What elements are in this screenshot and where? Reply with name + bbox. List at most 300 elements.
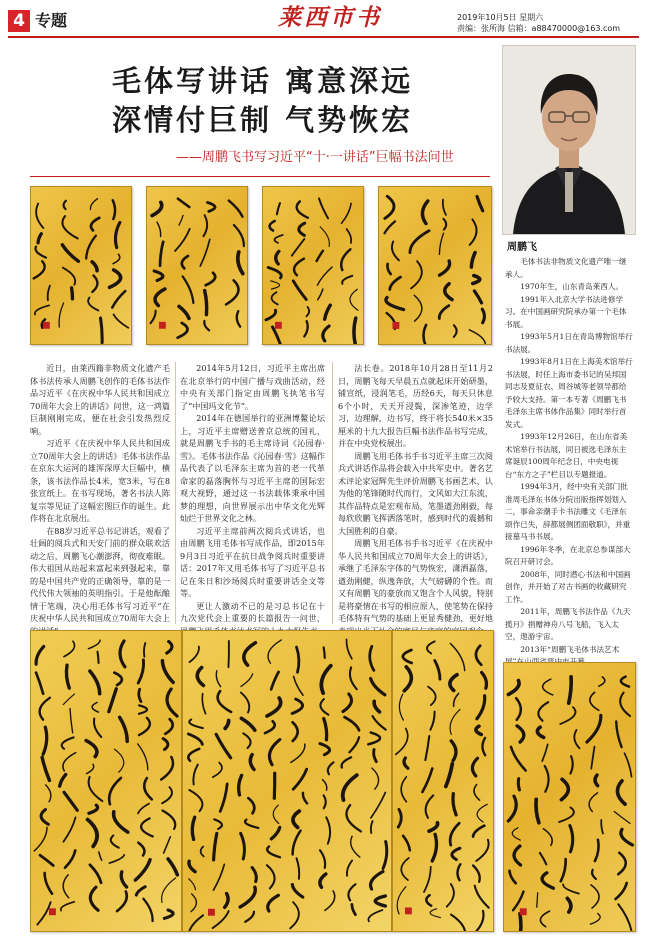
brush-stroke xyxy=(271,281,280,289)
brush-stroke xyxy=(144,643,145,657)
brush-stroke xyxy=(88,297,98,310)
brush-stroke xyxy=(120,641,125,667)
brush-stroke xyxy=(599,677,605,686)
brush-stroke xyxy=(63,753,76,771)
brush-stroke xyxy=(482,672,487,688)
brush-stroke xyxy=(343,775,357,800)
brush-stroke xyxy=(204,321,209,331)
brush-stroke xyxy=(234,225,244,246)
brush-stroke xyxy=(41,810,48,825)
brush-stroke xyxy=(473,826,484,837)
brush-stroke xyxy=(120,717,128,741)
brush-stroke xyxy=(383,842,387,869)
brush-stroke xyxy=(292,239,305,256)
brush-stroke xyxy=(542,873,553,888)
brush-stroke xyxy=(154,271,163,281)
brush-stroke xyxy=(427,641,435,653)
brush-stroke xyxy=(511,747,526,771)
brush-stroke xyxy=(225,720,228,728)
brush-stroke xyxy=(91,218,99,231)
brush-stroke xyxy=(447,884,454,907)
brush-stroke xyxy=(414,295,422,321)
brush-stroke xyxy=(273,327,284,344)
brush-stroke xyxy=(272,292,278,304)
brush-stroke xyxy=(543,829,552,846)
brush-stroke xyxy=(237,311,240,326)
brush-stroke xyxy=(214,833,217,860)
brush-stroke xyxy=(443,219,446,230)
brush-stroke xyxy=(109,689,116,712)
brush-stroke xyxy=(446,764,452,787)
brush-stroke xyxy=(293,281,306,300)
brush-stroke xyxy=(144,778,152,799)
brush-stroke xyxy=(385,196,394,218)
brush-stroke xyxy=(87,764,94,773)
brush-stroke xyxy=(614,811,630,823)
brush-stroke xyxy=(349,737,359,752)
brush-stroke xyxy=(536,799,539,822)
brush-stroke xyxy=(368,733,380,745)
headline-line-2: 深情付巨制 气势恢宏 xyxy=(112,103,414,137)
column-divider xyxy=(332,362,333,624)
brush-stroke xyxy=(90,199,97,210)
brush-stroke xyxy=(616,721,621,747)
brush-stroke xyxy=(323,326,329,341)
brush-stroke xyxy=(168,859,177,875)
brush-stroke xyxy=(320,699,328,715)
brush-stroke xyxy=(205,291,207,315)
brush-stroke xyxy=(291,744,305,762)
brush-stroke xyxy=(542,744,548,761)
article-paragraph: 2014年5月12日，习近平主席出席在北京举行的中国广播与戏曲活动，经中央有关部门指定由周鹏飞执笔书写了“中国玛文化节”。 xyxy=(180,363,325,411)
brush-stroke xyxy=(121,872,126,887)
brush-stroke xyxy=(320,227,329,247)
brush-stroke xyxy=(435,661,440,680)
brush-stroke xyxy=(424,325,428,344)
seal-stamp xyxy=(43,322,50,329)
brush-stroke xyxy=(266,310,276,320)
brush-stroke xyxy=(343,694,352,712)
brush-stroke xyxy=(240,887,255,907)
headline-line-1: 毛体写讲话 寓意深远 xyxy=(112,64,414,98)
seal-stamp xyxy=(392,322,399,329)
brush-stroke xyxy=(341,249,350,270)
brush-stroke xyxy=(273,805,279,823)
article-paragraph: 在88岁习近平总书记讲话，观看了壮阔的阅兵式和天安门前的群众联欢活动之后，周鹏飞心潮澎湃，彻夜难眠。伟大祖国从站起来富起来到强起来，靠的是中国共产党的正确领导，靠的是一代代伟大领袖的英明指引。于是他酝酿情于笔端，决心用毛体书写习近平“在庆祝中华人民共和国成立70周年大会上 xyxy=(30,525,170,623)
brush-stroke xyxy=(162,661,173,683)
brush-stroke xyxy=(567,898,571,912)
brush-stroke xyxy=(268,895,279,911)
brush-stroke xyxy=(167,689,177,716)
brush-stroke xyxy=(267,865,275,888)
brush-stroke xyxy=(595,840,599,861)
brush-stroke xyxy=(514,846,520,865)
brush-stroke xyxy=(319,198,328,218)
brush-stroke xyxy=(458,864,461,880)
subheadline-divider xyxy=(30,176,490,177)
brush-stroke xyxy=(370,646,374,670)
brush-stroke xyxy=(443,200,446,215)
brush-stroke xyxy=(40,855,53,865)
brush-stroke xyxy=(70,709,73,733)
calligraphy-strokes xyxy=(147,187,247,344)
brush-stroke xyxy=(386,298,404,310)
biography xyxy=(505,256,633,731)
brush-stroke xyxy=(164,910,173,918)
brush-stroke xyxy=(574,730,579,748)
brush-stroke xyxy=(297,201,308,217)
brush-stroke xyxy=(293,831,301,855)
brush-stroke xyxy=(213,763,222,778)
brush-stroke xyxy=(516,698,521,720)
brush-stroke xyxy=(113,254,120,263)
bio-paragraph: 毛体书法非物质文化遗产唯一继承人。 xyxy=(505,257,627,279)
article-paragraph: 周鹏飞用毛体书手书习近平《在庆祝中华人民共和国成立70周年大会上的讲话》，承继了毛泽东字体的气势恢宏，潇洒磊落，遒劲刚健，纵逸奔放，大气磅礴的个性。而又有周鹏飞的豪放而又饱含个人风貌，特别是将豪情在书写的相应原人，使笔势在保持毛体特有气势的基础上更显秀健劲，更好地 xyxy=(338,538,493,623)
brush-stroke xyxy=(245,912,254,922)
brush-stroke xyxy=(374,701,379,712)
brush-stroke xyxy=(520,914,521,931)
brush-stroke xyxy=(207,202,215,211)
brush-stroke xyxy=(347,229,352,243)
seal-stamp xyxy=(405,907,412,914)
brush-stroke xyxy=(225,894,228,908)
brush-stroke xyxy=(595,775,598,786)
brush-stroke xyxy=(318,289,323,300)
brush-stroke xyxy=(472,758,477,776)
subheadline: ——周鹏飞书写习近平“十·一讲话”巨幅书法问世 xyxy=(176,150,454,165)
brush-stroke xyxy=(570,826,573,852)
brush-stroke xyxy=(62,216,77,238)
article-paragraph: 2014年在德国举行的亚洲博鳌论坛上，习近平主席赠送普京总统的国礼，就是周鹏飞手书的毛主席诗词《沁园春·雪》。毛体书法作品《沁园春·雪》这幅作品代表了以毛泽东主席为首的老一代革命家的磊落胸怀与习近平主席的国际宏观大视野，通过这一书法载体秉承中国梦的理想，向世界展示出中华文化光辉灿烂于世界文化之林。 xyxy=(180,413,325,523)
brush-stroke xyxy=(510,871,516,883)
brush-stroke xyxy=(450,709,460,734)
brush-stroke xyxy=(390,277,401,289)
brush-stroke xyxy=(89,805,98,813)
seal-stamp xyxy=(520,908,527,915)
brush-stroke xyxy=(63,694,74,705)
brush-stroke xyxy=(42,757,49,780)
brush-stroke xyxy=(560,707,575,724)
brush-stroke xyxy=(354,318,356,344)
brush-stroke xyxy=(268,267,281,277)
brush-stroke xyxy=(114,314,129,327)
brush-stroke xyxy=(141,818,153,836)
bio-paragraph: 1970年生，山东青岛莱西人。 xyxy=(520,282,624,291)
brush-stroke xyxy=(294,259,304,276)
brush-stroke xyxy=(203,215,207,236)
brush-stroke xyxy=(92,262,97,271)
bio-paragraph: 1993年8月1日在上海美术馆举行书法展，时任上海市委书记的吴邦国同志及夏征农、周谷城等老领导都给予较大支持。第一本专著《周鹏飞书毛泽东主席书体作品集》同时举行首发式。 xyxy=(505,357,633,429)
brush-stroke xyxy=(473,276,480,284)
brush-stroke xyxy=(426,795,434,817)
brush-stroke xyxy=(350,667,357,689)
brush-stroke xyxy=(432,834,436,861)
brush-stroke xyxy=(183,276,194,302)
brush-stroke xyxy=(271,672,278,689)
brush-stroke xyxy=(475,886,489,908)
brush-stroke xyxy=(59,303,64,327)
calligraphy-strokes xyxy=(183,631,391,931)
brush-stroke xyxy=(537,727,543,737)
brush-stroke xyxy=(303,793,307,803)
brush-stroke xyxy=(477,696,485,719)
brush-stroke xyxy=(35,305,49,314)
brush-stroke xyxy=(112,291,125,308)
brush-stroke xyxy=(182,256,188,268)
brush-stroke xyxy=(424,867,431,892)
brush-stroke xyxy=(88,640,100,648)
brush-stroke xyxy=(89,777,103,801)
brush-stroke xyxy=(570,756,572,773)
brush-stroke xyxy=(252,868,256,882)
brush-stroke xyxy=(540,911,549,927)
brush-stroke xyxy=(618,853,626,874)
brush-stroke xyxy=(165,719,172,734)
brush-stroke xyxy=(277,203,280,214)
brush-stroke xyxy=(114,812,128,832)
brush-stroke xyxy=(410,231,429,253)
brush-stroke xyxy=(445,284,452,300)
brush-stroke xyxy=(276,251,279,264)
brush-stroke xyxy=(471,911,483,931)
brush-stroke xyxy=(64,792,77,810)
brush-stroke xyxy=(396,728,408,754)
brush-stroke xyxy=(99,852,102,860)
brush-stroke xyxy=(161,757,173,780)
brush-stroke xyxy=(113,200,115,219)
brush-stroke xyxy=(537,893,538,907)
brush-stroke xyxy=(72,288,73,299)
seal-stamp xyxy=(159,322,166,329)
brush-stroke xyxy=(188,734,202,744)
bio-name: 周鹏飞 xyxy=(507,242,537,253)
brush-stroke xyxy=(43,727,47,754)
brush-stroke xyxy=(561,779,568,799)
calligraphy-strokes xyxy=(31,187,131,344)
brush-stroke xyxy=(469,330,485,344)
bio-paragraph: 1993年5月1日在青岛博物馆举行书法展。 xyxy=(505,332,633,354)
brush-stroke xyxy=(65,850,75,867)
brush-stroke xyxy=(155,289,165,306)
brush-stroke xyxy=(320,850,325,868)
brush-stroke xyxy=(561,859,566,881)
brush-stroke xyxy=(101,318,103,343)
brush-stroke xyxy=(245,820,258,828)
brush-stroke xyxy=(36,673,43,694)
brush-stroke xyxy=(616,883,627,899)
brush-stroke xyxy=(342,276,352,284)
brush-stroke xyxy=(392,242,399,261)
brush-stroke xyxy=(404,667,411,691)
brush-stroke xyxy=(404,758,408,768)
brush-stroke xyxy=(453,794,456,815)
brush-stroke xyxy=(244,643,256,665)
brush-stroke xyxy=(88,819,98,846)
calligraphy-panel-4 xyxy=(378,186,492,345)
brush-stroke xyxy=(243,733,250,748)
date-line: 2019年10月5日 星期六 xyxy=(457,13,544,22)
brush-stroke xyxy=(387,264,390,274)
seal-stamp xyxy=(275,322,282,329)
portrait-illustration xyxy=(503,46,635,234)
brush-stroke xyxy=(563,884,579,893)
brush-stroke xyxy=(250,755,254,770)
calligraphy-strokes xyxy=(504,663,635,931)
brush-stroke xyxy=(37,902,50,924)
header-divider xyxy=(8,36,639,38)
brush-stroke xyxy=(179,215,183,225)
column-divider xyxy=(175,362,176,624)
brush-stroke xyxy=(621,677,629,687)
brush-stroke xyxy=(476,726,481,734)
brush-stroke xyxy=(60,774,66,786)
bio-paragraph: 1993年12月26日，在山东省美术馆举行书法展，同日被选毛泽东主席诞辰100周年纪念日，中央电视台“东方之子”栏目以专题报道。 xyxy=(505,432,628,479)
brush-stroke xyxy=(304,321,307,336)
brush-stroke xyxy=(476,840,488,861)
brush-stroke xyxy=(591,885,599,908)
brush-stroke xyxy=(201,847,204,857)
brush-stroke xyxy=(517,726,524,742)
brush-stroke xyxy=(430,712,434,730)
bio-paragraph: 1994年3月，经中央有关部门批准周毛泽东书体分院出版指挥划划入二，事命亲潮手卡书法雕文《毛泽东颂作已失，辞都展侧团面敬职》，并重接墓马书书展。 xyxy=(505,482,631,541)
brush-stroke xyxy=(474,291,481,303)
brush-stroke xyxy=(559,807,574,822)
calligraphy-strokes xyxy=(263,187,363,344)
article-column-3 xyxy=(338,362,493,637)
brush-stroke xyxy=(518,779,519,790)
brush-stroke xyxy=(160,242,163,266)
brush-stroke xyxy=(157,222,161,236)
brush-stroke xyxy=(202,694,205,714)
brush-stroke xyxy=(109,855,124,863)
brush-stroke xyxy=(351,836,360,857)
brush-stroke xyxy=(90,865,101,883)
brush-stroke xyxy=(422,201,427,224)
brush-stroke xyxy=(92,702,98,712)
brush-stroke xyxy=(114,749,123,772)
brush-stroke xyxy=(317,267,332,285)
brush-stroke xyxy=(477,804,487,822)
brush-stroke xyxy=(320,744,330,755)
brush-stroke xyxy=(482,738,485,755)
calligraphy-scroll-right xyxy=(392,630,494,932)
brush-stroke xyxy=(143,899,152,921)
brush-stroke xyxy=(63,875,69,898)
brush-stroke xyxy=(399,694,403,720)
brush-stroke xyxy=(618,904,631,930)
bio-paragraph: 1996年冬季，在北京总参谋部大院召开研讨会。 xyxy=(505,544,631,566)
bio-paragraph: 2013年“周鹏飞毛体书法艺术 xyxy=(520,644,620,654)
brush-stroke xyxy=(216,734,230,757)
brush-stroke xyxy=(297,858,300,879)
brush-stroke xyxy=(189,861,195,871)
brush-stroke xyxy=(324,647,325,657)
brush-stroke xyxy=(178,323,188,338)
brush-stroke xyxy=(306,307,309,317)
brush-stroke xyxy=(189,915,203,931)
article-paragraph: 近日，由莱西籍非物质文化遗产毛体书法传承人周鹏飞创作的毛体书法作品习近平《在庆祝中华人民共和国成立70周年大会上的讲话》问世，这一鸿篇巨制刚刚完成，便在社会引发热烈反响。 xyxy=(30,363,170,436)
bio-paragraph: 2011年，周鹏飞书法作品《九天揽月》捐赠神舟八号飞船，飞入太空，遨游宇宙。 xyxy=(505,607,631,641)
brush-stroke xyxy=(220,784,227,812)
brush-stroke xyxy=(36,646,44,664)
brush-stroke xyxy=(35,247,46,258)
brush-stroke xyxy=(167,642,172,654)
brush-stroke xyxy=(292,885,302,897)
brush-stroke xyxy=(265,721,275,733)
brush-stroke xyxy=(241,674,253,687)
brush-stroke xyxy=(346,639,351,658)
brush-stroke xyxy=(241,718,254,730)
brush-stroke xyxy=(200,239,210,266)
brush-stroke xyxy=(347,860,352,875)
brush-stroke xyxy=(590,914,600,925)
brush-stroke xyxy=(368,910,382,921)
brush-stroke xyxy=(34,827,47,851)
brush-stroke xyxy=(162,787,172,803)
brush-stroke xyxy=(439,233,443,254)
brush-stroke xyxy=(109,778,121,804)
brush-stroke xyxy=(371,678,385,694)
brush-stroke xyxy=(241,833,245,859)
brush-stroke xyxy=(136,887,145,895)
brush-stroke xyxy=(98,652,99,663)
brush-stroke xyxy=(138,804,149,814)
brush-stroke xyxy=(216,671,220,687)
brush-stroke xyxy=(538,702,548,721)
brush-stroke xyxy=(439,306,448,319)
brush-stroke xyxy=(450,823,459,845)
brush-stroke xyxy=(591,747,594,769)
calligraphy-strokes xyxy=(379,187,491,344)
brush-stroke xyxy=(411,261,422,288)
brush-stroke xyxy=(238,252,243,274)
author-portrait xyxy=(502,45,636,235)
calligraphy-panel-2 xyxy=(146,186,248,345)
brush-stroke xyxy=(206,273,216,285)
article-paragraph: 习近平主席前两次阅兵式讲话，也由周鹏飞用毛体书写成作品，即2015年9月3日习近平在抗日战争阅兵时重要讲话：2017年又用毛体书写了习近平总书记在朱日和沙场阅兵时重要讲话全文等等。 xyxy=(180,525,325,598)
brush-stroke xyxy=(34,261,45,278)
brush-stroke xyxy=(325,891,335,910)
brush-stroke xyxy=(326,817,330,843)
brush-stroke xyxy=(401,777,406,802)
brush-stroke xyxy=(151,311,156,324)
brush-stroke xyxy=(62,245,78,261)
brush-stroke xyxy=(540,853,547,865)
brush-stroke xyxy=(138,843,144,856)
brush-stroke xyxy=(403,650,412,663)
brush-stroke xyxy=(426,895,431,905)
brush-stroke xyxy=(401,858,409,880)
brush-stroke xyxy=(175,229,190,251)
brush-stroke xyxy=(110,270,121,287)
brush-stroke xyxy=(624,753,631,777)
brush-stroke xyxy=(64,641,75,656)
brush-stroke xyxy=(90,887,98,910)
brush-stroke xyxy=(451,741,456,761)
brush-stroke xyxy=(471,253,475,268)
brush-stroke xyxy=(470,219,477,244)
brush-stroke xyxy=(590,692,599,710)
editor-line: 责编：张所海 信箱：a88470000@163.com xyxy=(457,24,621,33)
brush-stroke xyxy=(328,762,334,774)
brush-stroke xyxy=(543,679,553,695)
brush-stroke xyxy=(617,781,625,804)
brush-stroke xyxy=(40,698,50,720)
brush-stroke xyxy=(450,643,464,670)
brush-stroke xyxy=(371,792,385,817)
brush-stroke xyxy=(398,809,401,827)
brush-stroke xyxy=(299,223,305,235)
